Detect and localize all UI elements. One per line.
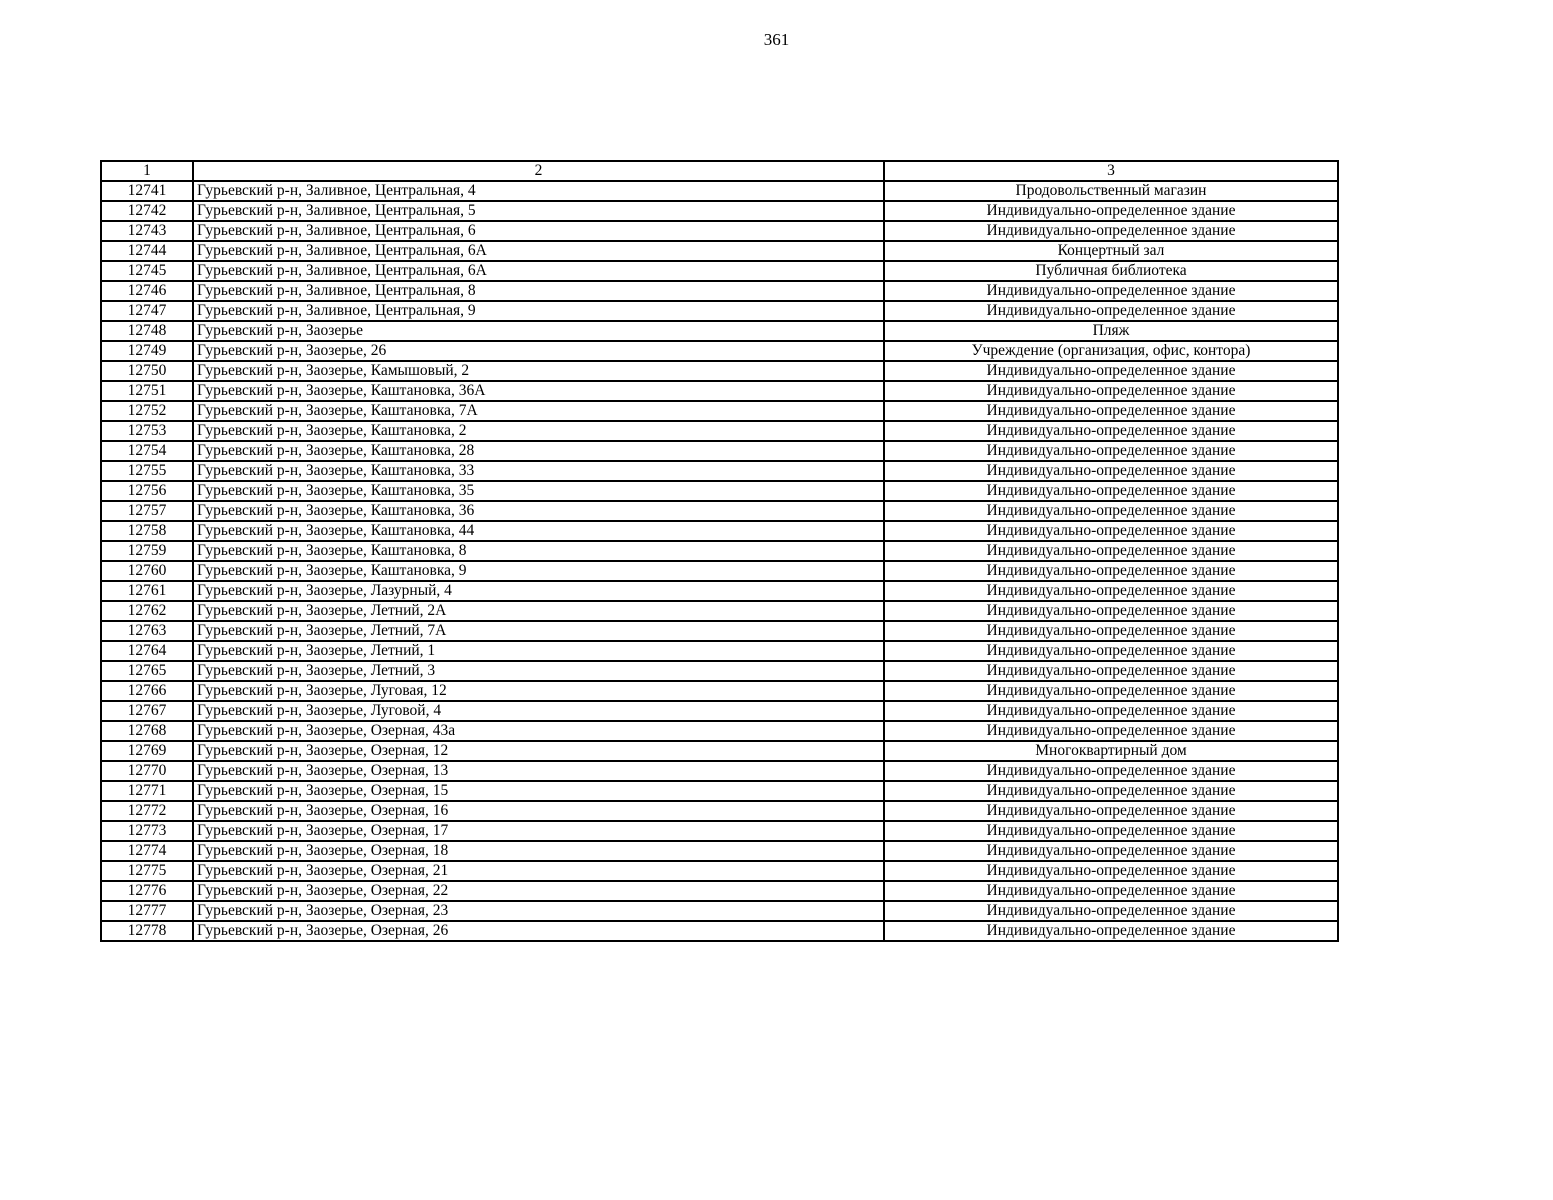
- row-object-type-cell: Индивидуально-определенное здание: [884, 861, 1338, 881]
- row-address-cell: Гурьевский р-н, Заозерье, Каштановка, 28: [193, 441, 884, 461]
- row-address-cell: Гурьевский р-н, Заозерье, Луговой, 4: [193, 701, 884, 721]
- row-number-cell: 12761: [101, 581, 193, 601]
- table-row: [101, 821, 1338, 841]
- row-number-cell: 12770: [101, 761, 193, 781]
- row-address-cell: Гурьевский р-н, Заозерье, Каштановка, 35: [193, 481, 884, 501]
- row-number-cell: 12747: [101, 301, 193, 321]
- row-address-cell: Гурьевский р-н, Заозерье, Озерная, 26: [193, 921, 884, 941]
- row-object-type-cell: Индивидуально-определенное здание: [884, 901, 1338, 921]
- row-number-cell: 12773: [101, 821, 193, 841]
- row-address-cell: Гурьевский р-н, Заозерье, Озерная, 22: [193, 881, 884, 901]
- table-row: [101, 221, 1338, 241]
- row-object-type-cell: Индивидуально-определенное здание: [884, 921, 1338, 941]
- table-row: [101, 201, 1338, 221]
- row-number-cell: 12758: [101, 521, 193, 541]
- row-object-type-cell: Индивидуально-определенное здание: [884, 701, 1338, 721]
- row-object-type-cell: Индивидуально-определенное здание: [884, 761, 1338, 781]
- row-object-type-cell: Индивидуально-определенное здание: [884, 361, 1338, 381]
- row-address-cell: Гурьевский р-н, Заозерье, Озерная, 16: [193, 801, 884, 821]
- row-address-cell: Гурьевский р-н, Заозерье, Озерная, 13: [193, 761, 884, 781]
- row-object-type-cell: Многоквартирный дом: [884, 741, 1338, 761]
- row-address-cell: Гурьевский р-н, Заливное, Центральная, 5: [193, 201, 884, 221]
- row-address-cell: Гурьевский р-н, Заливное, Центральная, 6А: [193, 261, 884, 281]
- table-row: [101, 841, 1338, 861]
- row-number-cell: 12763: [101, 621, 193, 641]
- row-object-type-cell: Индивидуально-определенное здание: [884, 201, 1338, 221]
- table-row: [101, 741, 1338, 761]
- row-address-cell: Гурьевский р-н, Заозерье, Озерная, 21: [193, 861, 884, 881]
- row-address-cell: Гурьевский р-н, Заозерье, Каштановка, 2: [193, 421, 884, 441]
- row-address-cell: Гурьевский р-н, Заозерье, Летний, 7А: [193, 621, 884, 641]
- row-object-type-cell: Концертный зал: [884, 241, 1338, 261]
- row-number-cell: 12778: [101, 921, 193, 941]
- table-row: [101, 381, 1338, 401]
- row-number-cell: 12748: [101, 321, 193, 341]
- table-row: [101, 481, 1338, 501]
- table-row: [101, 361, 1338, 381]
- table-row: [101, 801, 1338, 821]
- row-address-cell: Гурьевский р-н, Заозерье, Каштановка, 44: [193, 521, 884, 541]
- table-header-row: [101, 161, 1338, 181]
- table-row: [101, 581, 1338, 601]
- row-number-cell: 12765: [101, 661, 193, 681]
- row-address-cell: Гурьевский р-н, Заозерье, Летний, 3: [193, 661, 884, 681]
- table-row: [101, 901, 1338, 921]
- column-header-type: 3: [884, 161, 1338, 181]
- table-row: [101, 761, 1338, 781]
- row-number-cell: 12775: [101, 861, 193, 881]
- table-row: [101, 721, 1338, 741]
- table-row: [101, 921, 1338, 941]
- row-address-cell: Гурьевский р-н, Заозерье, Озерная, 15: [193, 781, 884, 801]
- table-row: [101, 541, 1338, 561]
- row-number-cell: 12762: [101, 601, 193, 621]
- table-row: [101, 521, 1338, 541]
- table-row: [101, 461, 1338, 481]
- row-number-cell: 12753: [101, 421, 193, 441]
- row-object-type-cell: Индивидуально-определенное здание: [884, 461, 1338, 481]
- row-address-cell: Гурьевский р-н, Заозерье, Каштановка, 33: [193, 461, 884, 481]
- row-address-cell: Гурьевский р-н, Заливное, Центральная, 9: [193, 301, 884, 321]
- row-number-cell: 12774: [101, 841, 193, 861]
- table-row: [101, 501, 1338, 521]
- row-number-cell: 12772: [101, 801, 193, 821]
- row-object-type-cell: Индивидуально-определенное здание: [884, 781, 1338, 801]
- row-address-cell: Гурьевский р-н, Заозерье, Каштановка, 36А: [193, 381, 884, 401]
- row-number-cell: 12752: [101, 401, 193, 421]
- row-address-cell: Гурьевский р-н, Заливное, Центральная, 6: [193, 221, 884, 241]
- table-row: [101, 681, 1338, 701]
- row-object-type-cell: Индивидуально-определенное здание: [884, 621, 1338, 641]
- row-object-type-cell: Индивидуально-определенное здание: [884, 681, 1338, 701]
- table-row: [101, 421, 1338, 441]
- row-address-cell: Гурьевский р-н, Заозерье, Лазурный, 4: [193, 581, 884, 601]
- table-row: [101, 881, 1338, 901]
- row-number-cell: 12742: [101, 201, 193, 221]
- table-row: [101, 261, 1338, 281]
- row-address-cell: Гурьевский р-н, Заозерье, Каштановка, 36: [193, 501, 884, 521]
- row-object-type-cell: Индивидуально-определенное здание: [884, 481, 1338, 501]
- row-address-cell: Гурьевский р-н, Заозерье, Луговая, 12: [193, 681, 884, 701]
- row-number-cell: 12769: [101, 741, 193, 761]
- table-row: [101, 301, 1338, 321]
- row-number-cell: 12756: [101, 481, 193, 501]
- row-object-type-cell: Учреждение (организация, офис, контора): [884, 341, 1338, 361]
- row-object-type-cell: Индивидуально-определенное здание: [884, 421, 1338, 441]
- row-object-type-cell: Индивидуально-определенное здание: [884, 441, 1338, 461]
- row-address-cell: Гурьевский р-н, Заозерье, Летний, 1: [193, 641, 884, 661]
- row-number-cell: 12764: [101, 641, 193, 661]
- table-row: [101, 861, 1338, 881]
- page-number: 361: [763, 30, 790, 49]
- row-address-cell: Гурьевский р-н, Заозерье, 26: [193, 341, 884, 361]
- table-row: [101, 781, 1338, 801]
- row-object-type-cell: Индивидуально-определенное здание: [884, 401, 1338, 421]
- row-number-cell: 12771: [101, 781, 193, 801]
- row-address-cell: Гурьевский р-н, Заливное, Центральная, 8: [193, 281, 884, 301]
- row-number-cell: 12751: [101, 381, 193, 401]
- row-address-cell: Гурьевский р-н, Заозерье: [193, 321, 884, 341]
- row-object-type-cell: Индивидуально-определенное здание: [884, 601, 1338, 621]
- column-header-number: 1: [101, 161, 193, 181]
- table-row: [101, 341, 1338, 361]
- table-body: [101, 181, 1338, 941]
- row-address-cell: Гурьевский р-н, Заливное, Центральная, 4: [193, 181, 884, 201]
- table-row: [101, 321, 1338, 341]
- row-object-type-cell: Индивидуально-определенное здание: [884, 221, 1338, 241]
- row-number-cell: 12745: [101, 261, 193, 281]
- row-number-cell: 12760: [101, 561, 193, 581]
- row-number-cell: 12744: [101, 241, 193, 261]
- row-number-cell: 12777: [101, 901, 193, 921]
- row-number-cell: 12767: [101, 701, 193, 721]
- row-object-type-cell: Индивидуально-определенное здание: [884, 541, 1338, 561]
- row-address-cell: Гурьевский р-н, Заозерье, Озерная, 23: [193, 901, 884, 921]
- row-object-type-cell: Индивидуально-определенное здание: [884, 281, 1338, 301]
- row-number-cell: 12759: [101, 541, 193, 561]
- row-number-cell: 12754: [101, 441, 193, 461]
- row-number-cell: 12768: [101, 721, 193, 741]
- row-number-cell: 12766: [101, 681, 193, 701]
- row-number-cell: 12749: [101, 341, 193, 361]
- row-address-cell: Гурьевский р-н, Заозерье, Камышовый, 2: [193, 361, 884, 381]
- row-number-cell: 12743: [101, 221, 193, 241]
- row-object-type-cell: Индивидуально-определенное здание: [884, 381, 1338, 401]
- row-object-type-cell: Индивидуально-определенное здание: [884, 301, 1338, 321]
- table-row: [101, 441, 1338, 461]
- row-object-type-cell: Индивидуально-определенное здание: [884, 841, 1338, 861]
- row-address-cell: Гурьевский р-н, Заозерье, Озерная, 43а: [193, 721, 884, 741]
- row-address-cell: Гурьевский р-н, Заозерье, Каштановка, 9: [193, 561, 884, 581]
- row-address-cell: Гурьевский р-н, Заливное, Центральная, 6А: [193, 241, 884, 261]
- table-row: [101, 241, 1338, 261]
- row-address-cell: Гурьевский р-н, Заозерье, Каштановка, 7А: [193, 401, 884, 421]
- row-object-type-cell: Продовольственный магазин: [884, 181, 1338, 201]
- row-object-type-cell: Публичная библиотека: [884, 261, 1338, 281]
- row-object-type-cell: Индивидуально-определенное здание: [884, 801, 1338, 821]
- row-address-cell: Гурьевский р-н, Заозерье, Озерная, 18: [193, 841, 884, 861]
- table-row: [101, 641, 1338, 661]
- row-object-type-cell: Индивидуально-определенное здание: [884, 661, 1338, 681]
- row-address-cell: Гурьевский р-н, Заозерье, Озерная, 12: [193, 741, 884, 761]
- row-object-type-cell: Индивидуально-определенное здание: [884, 721, 1338, 741]
- table-row: [101, 661, 1338, 681]
- row-address-cell: Гурьевский р-н, Заозерье, Летний, 2А: [193, 601, 884, 621]
- row-number-cell: 12746: [101, 281, 193, 301]
- row-object-type-cell: Индивидуально-определенное здание: [884, 641, 1338, 661]
- row-address-cell: Гурьевский р-н, Заозерье, Озерная, 17: [193, 821, 884, 841]
- row-object-type-cell: Индивидуально-определенное здание: [884, 881, 1338, 901]
- row-object-type-cell: Индивидуально-определенное здание: [884, 821, 1338, 841]
- row-object-type-cell: Индивидуально-определенное здание: [884, 521, 1338, 541]
- table-row: [101, 701, 1338, 721]
- registry-table: [100, 160, 1339, 942]
- table-row: [101, 401, 1338, 421]
- table-row: [101, 561, 1338, 581]
- table-row: [101, 181, 1338, 201]
- row-object-type-cell: Индивидуально-определенное здание: [884, 501, 1338, 521]
- row-object-type-cell: Пляж: [884, 321, 1338, 341]
- row-number-cell: 12757: [101, 501, 193, 521]
- table-row: [101, 621, 1338, 641]
- row-address-cell: Гурьевский р-н, Заозерье, Каштановка, 8: [193, 541, 884, 561]
- table-row: [101, 281, 1338, 301]
- table-row: [101, 601, 1338, 621]
- row-object-type-cell: Индивидуально-определенное здание: [884, 581, 1338, 601]
- row-number-cell: 12750: [101, 361, 193, 381]
- column-header-address: 2: [193, 161, 884, 181]
- row-object-type-cell: Индивидуально-определенное здание: [884, 561, 1338, 581]
- row-number-cell: 12755: [101, 461, 193, 481]
- row-number-cell: 12776: [101, 881, 193, 901]
- row-number-cell: 12741: [101, 181, 193, 201]
